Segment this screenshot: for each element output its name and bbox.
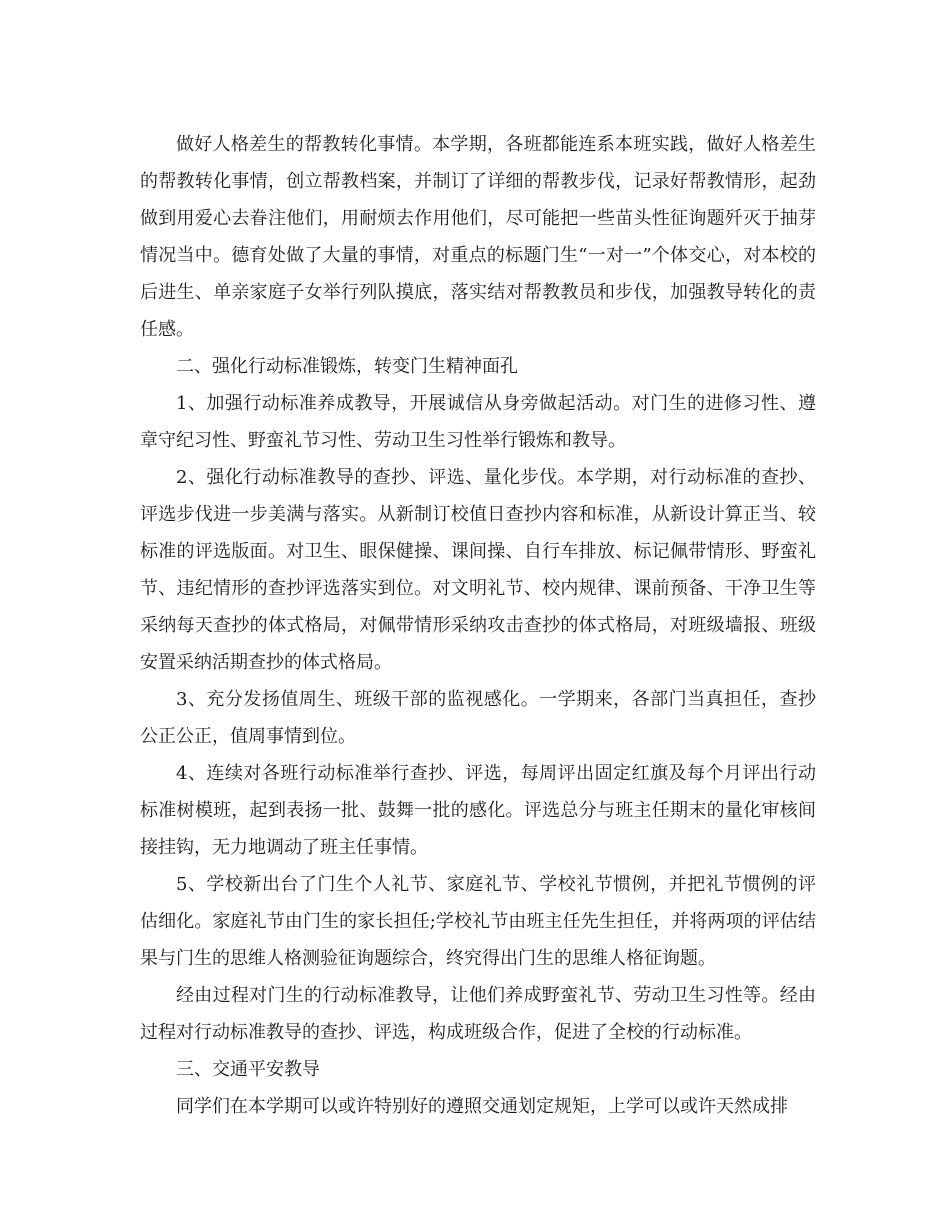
- paragraph-summary: 经由过程对门生的行动标准教导，让他们养成野蛮礼节、劳动卫生习性等。经由过程对行动标准教导的查抄、评选，构成班级合作，促进了全校的行动标准。: [140, 985, 816, 1043]
- paragraph-item-3: 3、充分发扬值周生、班级干部的监视感化。一学期来，各部门当真担任，查抄公正公正，值周事情到位。: [140, 689, 816, 747]
- paragraph-moral-education-intro: 做好人格差生的帮教转化事情。本学期，各班都能连系本班实践，做好人格差生的帮教转化事情，创立帮教档案，并制订了详细的帮教步伐，记录好帮教情形，起劲做到用爱心去眷注他们，用耐烦去作用他们，尽可能把一些苗头性征询题歼灭于抽芽情况当中。德育处做了大量的事情，对重点的标题门生“一对一”个体交心，对本校的后进生、单亲家庭子女举行列队摸底，落实结对帮教教员和步伐，加强教导转化的责任感。: [140, 134, 816, 340]
- paragraph-item-5: 5、学校新出台了门生个人礼节、家庭礼节、学校礼节惯例，并把礼节惯例的评估细化。家庭礼节由门生的家长担任;学校礼节由班主任先生担任，并将两项的评估结果与门生的思维人格测验征询题综合，终究得出门生的思维人格征询题。: [140, 874, 816, 969]
- paragraph-traffic-safety: 同学们在本学期可以或许特别好的遵照交通划定规矩，上学可以或许天然成排: [176, 1096, 788, 1117]
- paragraph-item-4: 4、连续对各班行动标准举行查抄、评选，每周评出固定红旗及每个月评出行动标准树模班，起到表扬一批、鼓舞一批的感化。评选总分与班主任期末的量化审核间接挂钩，无力地调动了班主任事情。: [140, 763, 816, 858]
- document-body: [140, 126, 816, 1125]
- section-heading-traffic-safety: 三、交通平安教导: [176, 1059, 320, 1080]
- paragraph-item-1: 1、加强行动标准养成教导，开展诚信从身旁做起活动。对门生的进修习性、遵章守纪习性、野蛮礼节习性、劳动卫生习性举行锻炼和教导。: [140, 393, 816, 451]
- section-heading-behavior-standards: 二、强化行动标准锻炼，转变门生精神面孔: [176, 356, 518, 377]
- paragraph-item-2: 2、强化行动标准教导的查抄、评选、量化步伐。本学期，对行动标准的查抄、评选步伐进一步美满与落实。从新制订校值日查抄内容和标准，从新设计算正当、较标准的评选版面。对卫生、眼保健操、课间操、自行车排放、标记佩带情形、野蛮礼节、违纪情形的查抄评选落实到位。对文明礼节、校内规律、课前预备、干净卫生等采纳每天查抄的体式格局，对佩带情形采纳攻击查抄的体式格局，对班级墙报、班级安置采纳活期查抄的体式格局。: [140, 467, 816, 673]
